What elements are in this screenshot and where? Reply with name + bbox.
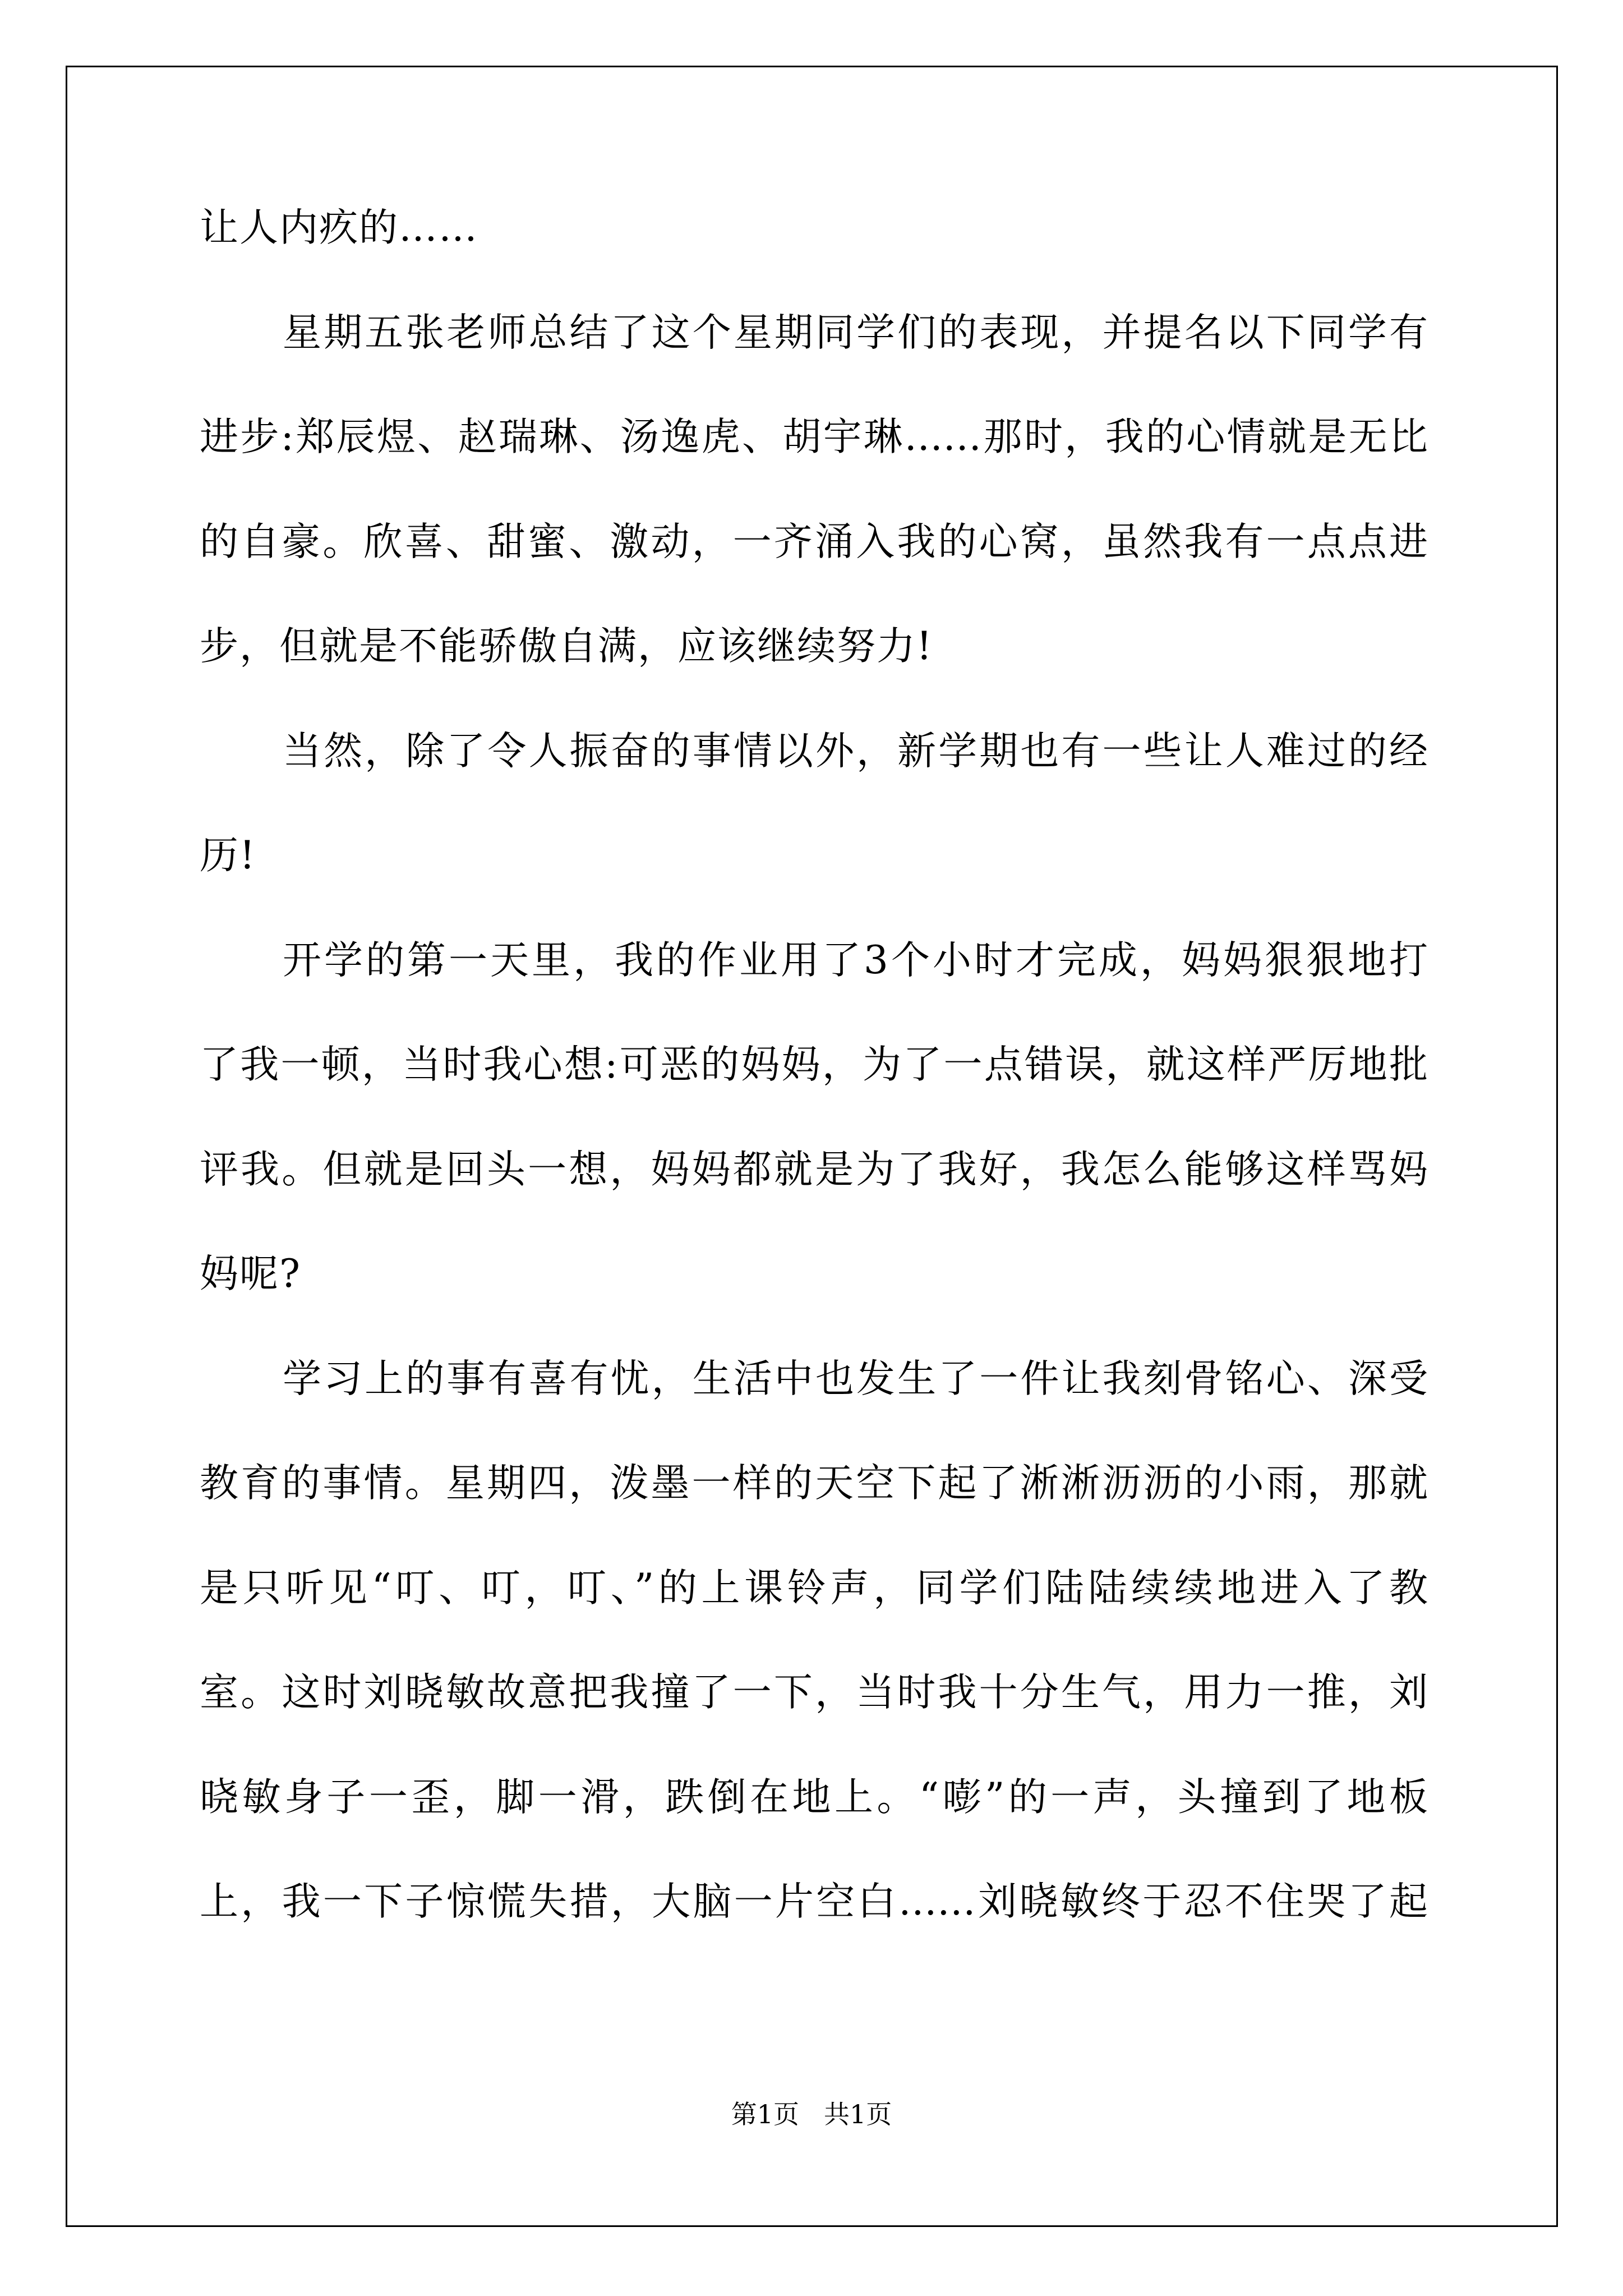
text-line-2: 星期五张老师总结了这个星期同学们的表现，并提名以下同学有 — [283, 310, 1428, 355]
text-line-1: 让人内疚的…… — [200, 205, 478, 250]
text-line-11: 妈呢? — [200, 1251, 301, 1296]
text-line-8: 开学的第一天里，我的作业用了3个小时才完成，妈妈狠狠地打 — [283, 937, 1428, 983]
text-line-6: 当然，除了令人振奋的事情以外，新学期也有一些让人难过的经 — [283, 728, 1428, 774]
page-number: 第1页 — [731, 2099, 800, 2129]
page-total: 共1页 — [823, 2099, 892, 2129]
text-line-13: 教育的事情。星期四，泼墨一样的天空下起了淅淅沥沥的小雨，那就 — [200, 1461, 1428, 1506]
text-line-4: 的自豪。欣喜、甜蜜、激动，一齐涌入我的心窝，虽然我有一点点进 — [200, 519, 1428, 564]
text-line-16: 晓敏身子一歪，脚一滑，跌倒在地上。“嘭”的一声，头撞到了地板 — [200, 1774, 1428, 1820]
text-line-15: 室。这时刘晓敏故意把我撞了一下，当时我十分生气，用力一推，刘 — [200, 1670, 1428, 1715]
text-line-3: 进步:郑辰煜、赵瑞琳、汤逸虎、胡宇琳……那时，我的心情就是无比 — [200, 415, 1428, 459]
text-line-12: 学习上的事有喜有忧，生活中也发生了一件让我刻骨铭心、深受 — [283, 1356, 1428, 1401]
text-line-10: 评我。但就是回头一想，妈妈都就是为了我好，我怎么能够这样骂妈 — [200, 1147, 1428, 1192]
text-line-9: 了我一顿，当时我心想:可恶的妈妈，为了一点错误，就这样严厉地批 — [200, 1042, 1428, 1087]
document-body — [200, 205, 1428, 1987]
text-line-17: 上，我一下子惊慌失措，大脑一片空白……刘晓敏终于忍不住哭了起 — [200, 1879, 1428, 1924]
text-line-5: 步，但就是不能骄傲自满，应该继续努力! — [200, 624, 933, 669]
text-line-7: 历! — [200, 833, 256, 878]
page-footer — [0, 2101, 1623, 2128]
text-line-14: 是只听见“叮、叮，叮、”的上课铃声，同学们陆陆续续地进入了教 — [200, 1565, 1428, 1611]
